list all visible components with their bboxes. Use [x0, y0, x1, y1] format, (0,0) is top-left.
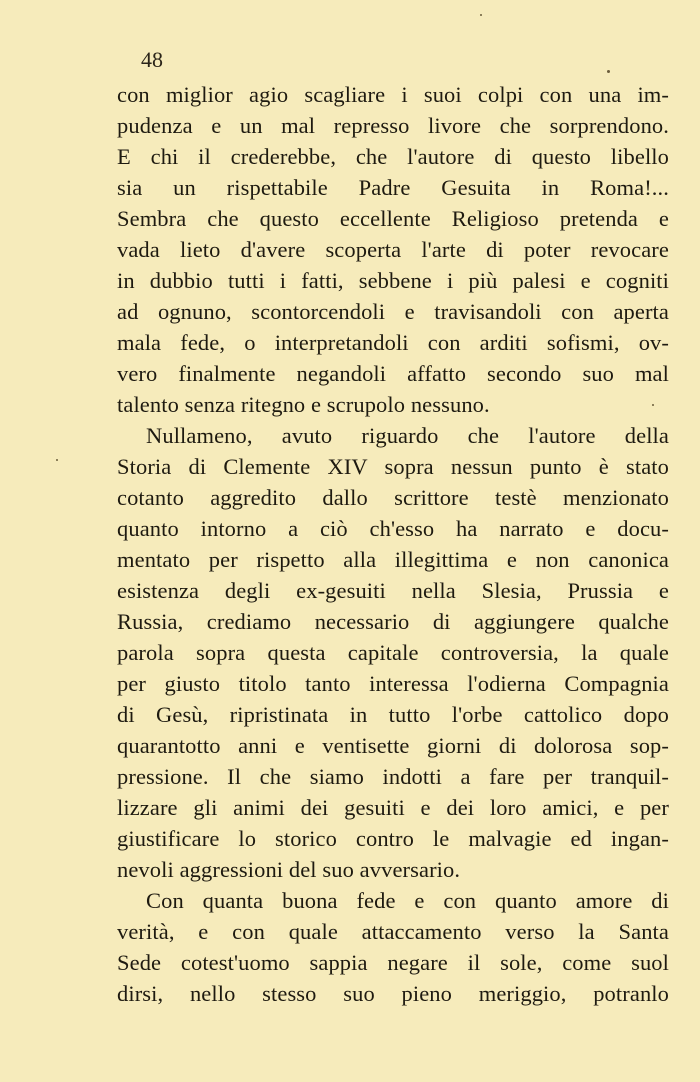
text-line: Russia, crediamo necessario di aggiungere qualche [117, 609, 669, 634]
text-line: nevoli aggressioni del suo avversario. [117, 857, 461, 882]
text-line: pressione. Il che siamo indotti a fare per tranquil- [117, 764, 669, 789]
text-line: lizzare gli animi dei gesuiti e dei loro amici, e per [117, 795, 669, 820]
text-line: con miglior agio scagliare i suoi colpi con una im- [117, 82, 669, 107]
page-number: 48 [141, 47, 163, 72]
text-line: Nullameno, avuto riguardo che l'autore della [146, 423, 669, 448]
text-line: mentato per rispetto alla illegittima e non canonica [117, 547, 669, 572]
text-line: giustificare lo storico contro le malvagie ed ingan- [117, 826, 669, 851]
text-line: parola sopra questa capitale controversia, la quale [117, 640, 669, 665]
paper-speck [56, 459, 58, 461]
text-line: quarantotto anni e ventisette giorni di dolorosa sop- [117, 733, 669, 758]
text-line: quanto intorno a ciò ch'esso ha narrato e docu- [117, 516, 669, 541]
text-line: Storia di Clemente XIV sopra nessun punto è stato [117, 454, 669, 479]
text-line: mala fede, o interpretandoli con arditi sofismi, ov- [117, 330, 669, 355]
paper-speck [607, 70, 610, 73]
paper-speck [480, 14, 482, 16]
text-line: E chi il crederebbe, che l'autore di questo libello [117, 144, 669, 169]
text-line: Sede cotest'uomo sappia negare il sole, come suol [117, 950, 669, 975]
text-line: ad ognuno, scontorcendoli e travisandoli con aperta [117, 299, 669, 324]
text-line: vada lieto d'avere scoperta l'arte di poter revocare [117, 237, 669, 262]
text-line: Con quanta buona fede e con quanto amore di [146, 888, 669, 913]
body-text [117, 79, 669, 1009]
text-line: Sembra che questo eccellente Religioso pretenda e [117, 206, 669, 231]
paper-speck [652, 404, 654, 406]
text-line: pudenza e un mal represso livore che sorprendono. [117, 113, 669, 138]
text-line: di Gesù, ripristinata in tutto l'orbe cattolico dopo [117, 702, 669, 727]
text-line: verità, e con quale attaccamento verso la Santa [117, 919, 669, 944]
text-line: talento senza ritegno e scrupolo nessuno. [117, 392, 490, 417]
text-line: sia un rispettabile Padre Gesuita in Roma!... [117, 175, 669, 200]
text-line: cotanto aggredito dallo scrittore testè menzionato [117, 485, 669, 510]
text-line: dirsi, nello stesso suo pieno meriggio, potranlo [117, 981, 669, 1006]
text-line: esistenza degli ex-gesuiti nella Slesia, Prussia e [117, 578, 669, 603]
text-line: per giusto titolo tanto interessa l'odierna Compagnia [117, 671, 669, 696]
text-line: in dubbio tutti i fatti, sebbene i più palesi e cogniti [117, 268, 669, 293]
text-line: vero finalmente negandoli affatto secondo suo mal [117, 361, 669, 386]
